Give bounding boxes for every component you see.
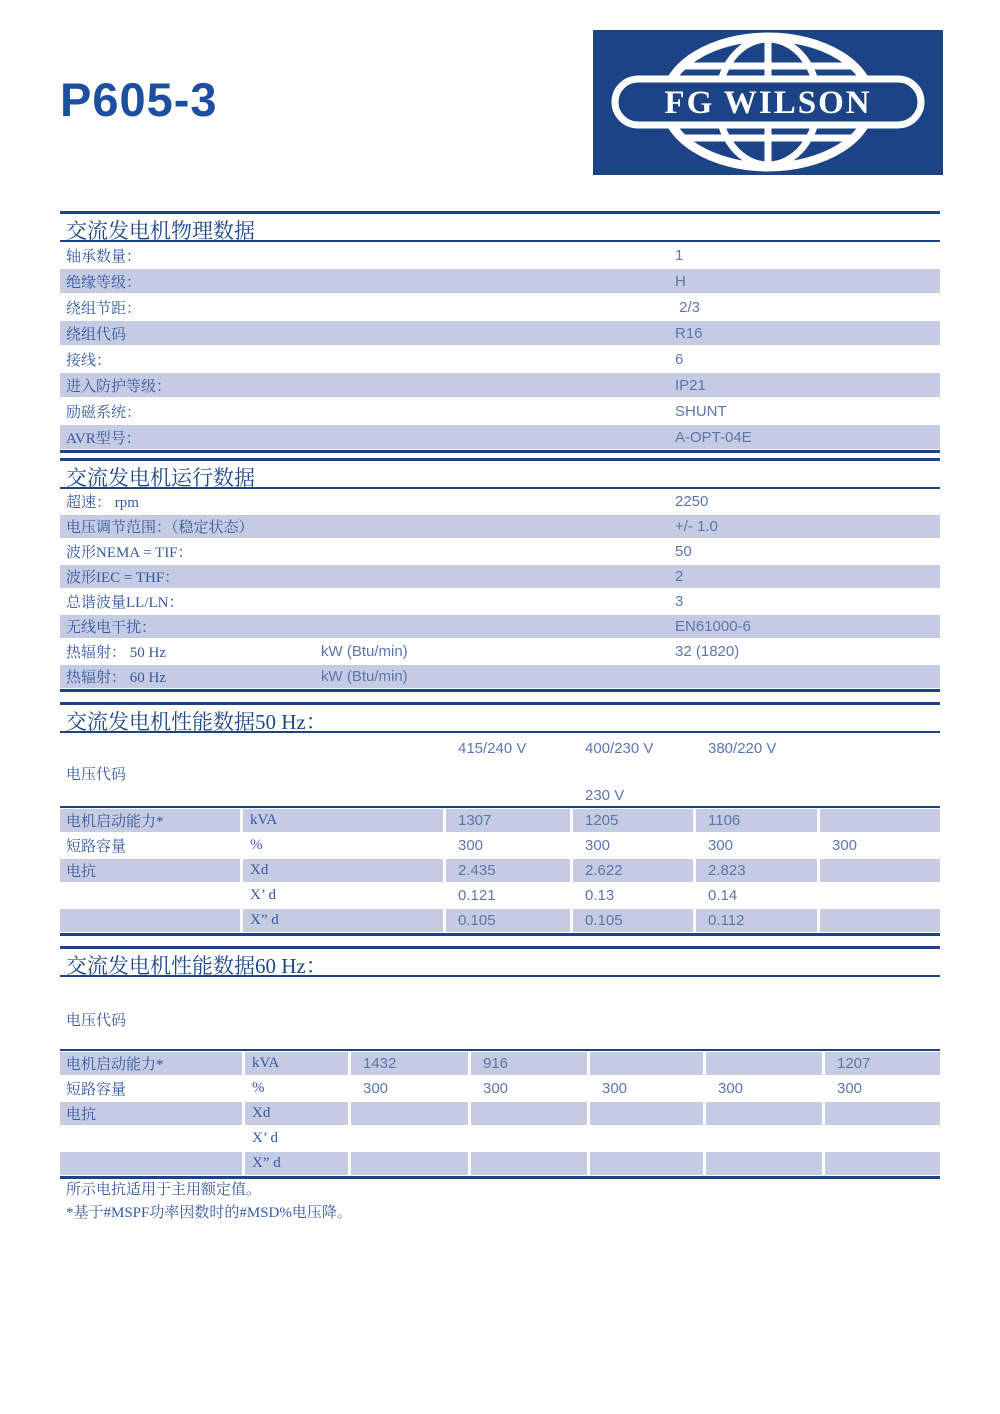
row-value: 2 (675, 568, 684, 585)
table-row: 短路容量 % 300 300 300 300 (66, 837, 858, 855)
row-value: 32 (1820) (675, 643, 740, 660)
row-label: 进入防护等级： (66, 378, 172, 395)
row-value: IP21 (675, 376, 706, 394)
voltage-code-label: 电压代码 (66, 767, 127, 783)
row-label: 热辐射： 60 Hz (66, 670, 166, 686)
table-row (60, 614, 940, 639)
row-label: 波形NEMA = TIF： (66, 545, 193, 561)
section-performance-50hz (60, 702, 940, 936)
footnote-reactance: 所示电抗适用于主用额定值。 (66, 1182, 262, 1198)
table-row: 热辐射： 50 Hz kW (Btu/min) 32 (1820) (60, 639, 940, 664)
row-label: 接线： (66, 352, 112, 369)
row-label: 绕组节距： (66, 300, 142, 317)
table-row: 电抗 Xd (60, 1101, 940, 1126)
voltage-code-label: 电压代码 (66, 1013, 127, 1029)
table-row (60, 398, 940, 424)
row-value: 2250 (675, 493, 709, 510)
globe-icon (593, 30, 943, 175)
voltage-column-header: 415/240 V (458, 740, 527, 757)
table-row: 电抗 Xd 2.435 2.622 2.823 (60, 858, 940, 883)
row-value: 1 (675, 246, 684, 264)
table-row (60, 489, 940, 514)
section-title: 交流发电机性能数据50 Hz： (60, 702, 940, 733)
table-row: X’ d (252, 1130, 278, 1146)
row-value: A-OPT-04E (675, 428, 752, 446)
row-value: R16 (675, 324, 703, 342)
footnote-voltage-dip: *基于#MSPF功率因数时的#MSD%电压降。 (66, 1205, 352, 1221)
fg-wilson-logo (593, 30, 943, 175)
physical-rows (60, 242, 940, 453)
table-row (60, 242, 940, 268)
row-value: H (675, 272, 686, 290)
table-row: 短路容量 % 300 300 300 300 300 (66, 1080, 863, 1098)
row-value: 6 (675, 350, 684, 368)
performance-table-60hz (60, 1049, 940, 1179)
row-label: 超速： rpm (66, 495, 139, 511)
voltage-column-header: 380/220 V (708, 740, 777, 757)
table-row (60, 294, 940, 320)
voltage-header-60hz (60, 977, 940, 1049)
row-value: EN61000-6 (675, 618, 751, 635)
row-value: SHUNT (675, 402, 727, 420)
row-label: AVR型号： (66, 430, 141, 447)
section-title: 交流发电机物理数据 (60, 211, 940, 242)
row-value: 2/3 (675, 298, 701, 316)
row-value: +/- 1.0 (675, 518, 718, 535)
table-row (60, 320, 940, 346)
table-row: X’ d 0.121 0.13 0.14 (250, 887, 738, 904)
table-row (60, 564, 940, 589)
table-row (60, 372, 940, 398)
row-label: 轴承数量： (66, 248, 142, 265)
page-title: P605-3 (60, 73, 218, 126)
table-row (60, 424, 940, 450)
row-label: 波形IEC = THF： (66, 570, 180, 586)
row-label: 无线电干扰： (66, 620, 157, 636)
table-row: 电机启动能力* kVA 1432 916 1207 (60, 1051, 940, 1076)
table-row: 电机启动能力* kVA 1307 1205 1106 (60, 808, 940, 833)
row-label: 励磁系统： (66, 404, 142, 421)
table-row (60, 268, 940, 294)
section-operating-data (60, 458, 940, 692)
section-performance-60hz (60, 946, 940, 1179)
row-label: 绕组代码 (66, 326, 127, 343)
table-row: X” d 0.105 0.105 0.112 (60, 908, 940, 933)
table-row (60, 514, 940, 539)
row-label: 绝缘等级： (66, 274, 142, 291)
row-value: 3 (675, 593, 684, 610)
row-label: 电压调节范围：（稳定状态） (66, 520, 254, 536)
table-row: 热辐射： 60 Hz kW (Btu/min) (60, 664, 940, 689)
table-row (60, 346, 940, 372)
table-row: X” d (60, 1151, 940, 1176)
operating-rows (60, 489, 940, 692)
table-row (60, 539, 940, 564)
performance-table-50hz (60, 806, 940, 936)
voltage-sub-header: 230 V (585, 787, 625, 804)
table-row (60, 589, 940, 614)
row-label: 总谐波量LL/LN： (66, 595, 184, 611)
section-physical-data (60, 211, 940, 453)
section-title: 交流发电机运行数据 (60, 458, 940, 489)
voltage-column-header: 400/230 V (585, 740, 654, 757)
row-value: 50 (675, 543, 692, 560)
section-title: 交流发电机性能数据60 Hz： (60, 946, 940, 977)
voltage-header-50hz (60, 733, 940, 806)
row-label: 热辐射： 50 Hz (66, 645, 166, 661)
logo-text: FG WILSON (664, 85, 872, 121)
